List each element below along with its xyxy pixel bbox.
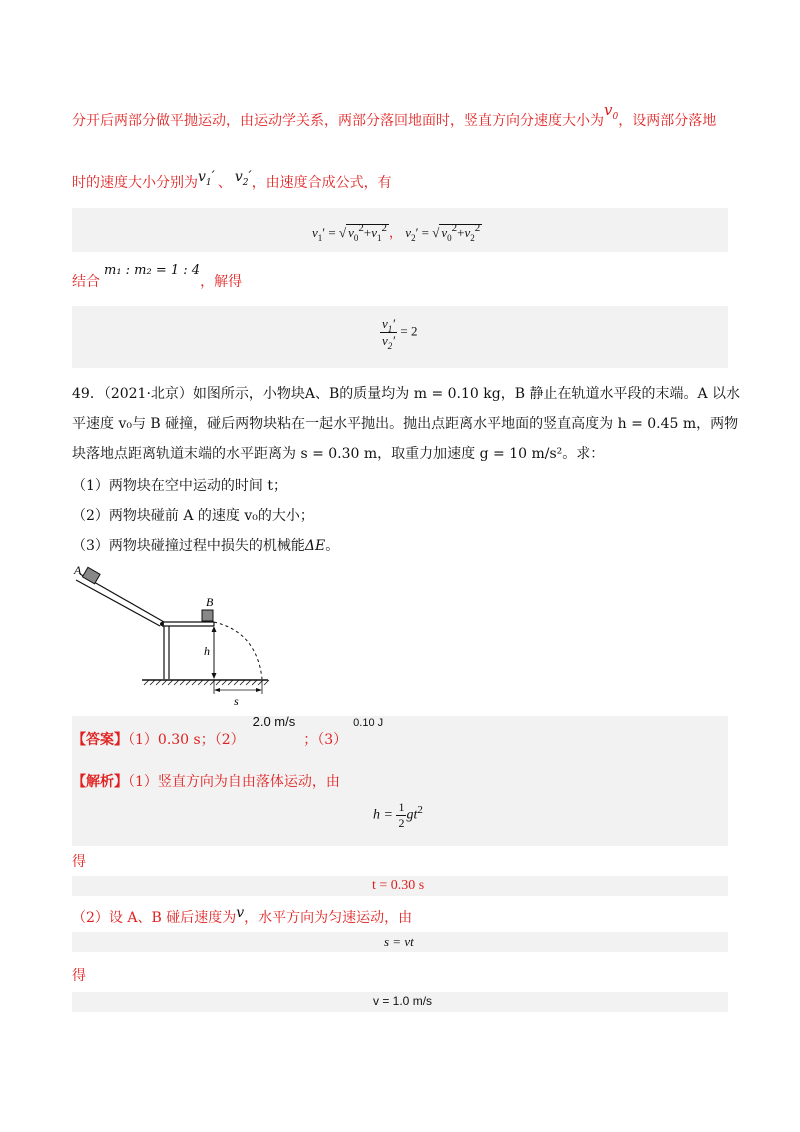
free-fall-formula: h = $\frac{1}{2}$ $gt^2$: [373, 800, 423, 830]
label-b: B: [206, 595, 214, 609]
velocity-formula: $v_1'$ = √ $v_0^2+v_1^2$ ， $v_2'$ = √ $v_0^2+v_2^2$: [312, 222, 481, 243]
answer-2-value: 2.0 m/s: [252, 714, 296, 729]
problem-line-2: 平速度 v₀与 B 碰撞，碰后两物块粘在一起水平抛出。抛出点距离水平地面的竖直高度为 h = 0.45 m，两物: [72, 416, 739, 432]
s-arrow-right: [256, 688, 262, 692]
physics-diagram: [72, 562, 282, 710]
ramp-bottom: [76, 580, 160, 626]
solution-line-4: （2）设 A、B 碰后速度为v，水平方向为匀速运动，由: [72, 905, 413, 926]
block-b: [202, 610, 213, 621]
question-3: （3）两物块碰撞过程中损失的机械能ΔE。: [72, 538, 340, 554]
mass-ratio: m₁ : m₂ = 1 : 4: [104, 263, 201, 278]
solution-line-1: [72, 101, 717, 133]
block-a: [82, 567, 100, 584]
uniform-motion-formula: s = vt: [384, 934, 414, 949]
time-result: t = 0.30 s: [372, 878, 425, 893]
solution-line-3: 结合m₁ : m₂ = 1 : 4，解得: [72, 263, 243, 290]
solution-line-2: [72, 169, 392, 195]
line1-text: 分开后两部分做平抛运动，由运动学关系，两部分落回地面时，竖直方向分速度大小为: [72, 113, 604, 129]
velocity-result: v = 1.0 m/s: [373, 994, 433, 1008]
analysis-line: [72, 772, 340, 792]
s-arrow-left: [214, 688, 220, 692]
answer-sep: ；（3）: [303, 732, 348, 748]
answer-line: [72, 714, 384, 751]
de-2: 得: [72, 968, 86, 984]
line2-v2: $v_2'$: [234, 169, 252, 188]
line1-var: $v_0$: [604, 101, 619, 122]
problem-line-3: 块落地点距离轨道末端的水平距离为 s = 0.30 m，取重力加速度 g = 10 m/s²。求：: [72, 446, 605, 462]
ratio-formula: $\frac{v_1'}{v_2'}$ = 2: [382, 316, 418, 351]
line2-tail: ，由速度合成公式，有: [251, 175, 392, 191]
question-1: （1）两物块在空中运动的时间 t；: [72, 478, 287, 494]
question-2: （2）两物块碰前 A 的速度 v₀的大小；: [72, 508, 314, 524]
answer-tag: 【答案】: [72, 732, 128, 748]
label-h: h: [204, 644, 210, 658]
ground-hatching: [144, 680, 269, 685]
height-arrow-top: [212, 626, 217, 632]
answer-1: （1）0.30 s；（2）: [128, 732, 245, 748]
answer-3-value: 0.10 J: [353, 717, 384, 729]
line1-tail: ，设两部分落地: [618, 113, 717, 129]
trajectory-dashed: [214, 622, 262, 679]
line2-text: 时的速度大小分别为: [72, 175, 198, 191]
analysis-tag: 【解析】: [72, 774, 128, 790]
height-arrow-bottom: [212, 673, 217, 679]
line2-v1: $v_1'$: [198, 169, 215, 188]
problem-line-1: 49．（2021·北京）如图所示，小物块A、B的质量均为 m = 0.10 kg，B 静止在轨道水平段的末端。A 以水: [72, 386, 741, 402]
de-1: 得: [72, 854, 86, 870]
label-s: s: [234, 694, 239, 708]
line2-sep: 、: [217, 175, 232, 191]
analysis-text: （1）竖直方向为自由落体运动，由: [128, 774, 340, 790]
label-a: A: [74, 563, 82, 577]
